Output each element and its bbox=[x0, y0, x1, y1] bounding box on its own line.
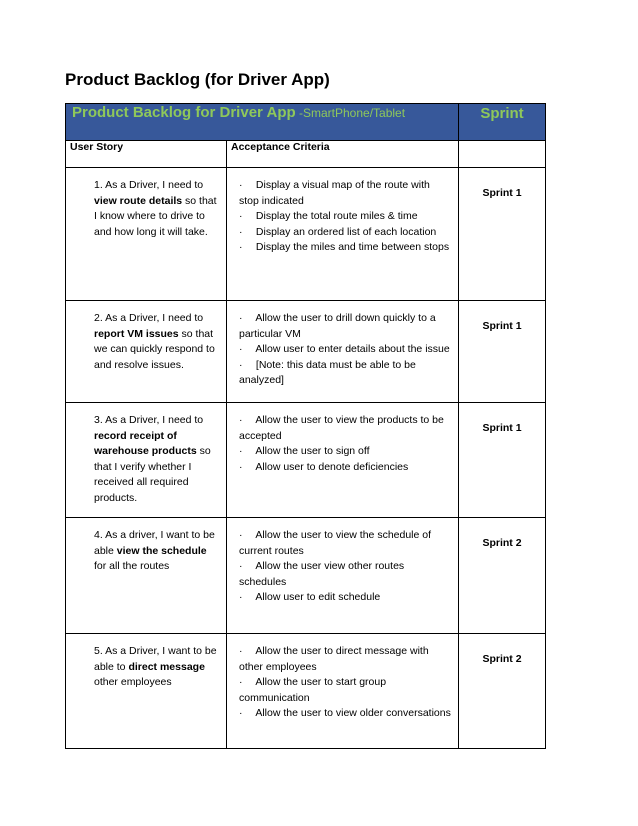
sprint-cell bbox=[459, 168, 546, 301]
column-header-sprint bbox=[459, 141, 546, 168]
acceptance-criteria-cell bbox=[227, 301, 459, 403]
table-header-sprint: Sprint bbox=[459, 104, 546, 141]
criteria-text: Allow the user to sign off bbox=[253, 445, 370, 457]
page-title: Product Backlog (for Driver App) bbox=[65, 70, 330, 89]
criteria-item bbox=[239, 342, 452, 358]
criteria-item bbox=[239, 240, 452, 256]
sprint-cell bbox=[459, 634, 546, 749]
criteria-item bbox=[239, 413, 452, 444]
table-row bbox=[66, 518, 546, 634]
user-story-text: other employees bbox=[94, 676, 172, 688]
criteria-text: Allow the user to drill down quickly to a particular VM bbox=[239, 312, 436, 340]
user-story-text: 3. As a Driver, I need to bbox=[94, 414, 204, 426]
criteria-text: Allow user to denote deficiencies bbox=[253, 460, 409, 473]
table-header-main: Product Backlog for Driver App bbox=[72, 104, 296, 121]
user-story-text: so that I verify whether I received all required products. bbox=[94, 445, 211, 504]
bullet-icon: · bbox=[239, 676, 243, 688]
column-header-acceptance: Acceptance Criteria bbox=[227, 141, 459, 168]
criteria-text: Display a visual map of the route with stop indicated bbox=[239, 179, 430, 207]
table-row bbox=[66, 403, 546, 518]
criteria-text: Allow the user to direct message with other employees bbox=[239, 645, 429, 673]
column-header-user-story: User Story bbox=[66, 141, 227, 168]
criteria-text: Allow the user to start group communication bbox=[239, 676, 387, 704]
criteria-item bbox=[239, 590, 452, 606]
user-story-cell bbox=[66, 518, 227, 634]
backlog-table bbox=[65, 103, 546, 749]
bullet-icon: · bbox=[239, 312, 243, 324]
user-story-feature: record receipt of warehouse products bbox=[94, 429, 197, 457]
criteria-text: [Note: this data must be able to be analyzed] bbox=[239, 358, 416, 386]
user-story-cell bbox=[66, 168, 227, 301]
bullet-icon: · bbox=[239, 358, 243, 371]
bullet-icon: · bbox=[239, 560, 243, 572]
criteria-item bbox=[239, 706, 452, 722]
bullet-icon: · bbox=[239, 225, 243, 238]
user-story-text: for all the routes bbox=[94, 560, 170, 572]
criteria-item bbox=[239, 178, 452, 209]
bullet-icon: · bbox=[239, 210, 243, 222]
criteria-item bbox=[239, 528, 452, 559]
table-header-title bbox=[66, 104, 459, 141]
table-row bbox=[66, 168, 546, 301]
user-story-text: so that I know where to drive to and how long it will take. bbox=[94, 194, 217, 238]
criteria-item bbox=[239, 311, 452, 342]
sprint-label: Sprint 1 bbox=[482, 320, 522, 332]
table-header-sub: -SmartPhone/Tablet bbox=[295, 106, 406, 120]
user-story-text: 4. As a driver, I want to be able bbox=[94, 529, 215, 557]
bullet-icon: · bbox=[239, 707, 243, 719]
criteria-item bbox=[239, 209, 452, 225]
sprint-cell bbox=[459, 518, 546, 634]
table-header-row bbox=[66, 104, 546, 141]
table-row bbox=[66, 301, 546, 403]
criteria-item bbox=[239, 444, 452, 460]
criteria-text: Allow the user view other routes schedules bbox=[239, 560, 405, 588]
bullet-icon: · bbox=[239, 460, 243, 473]
criteria-text: Allow user to enter details about the issue bbox=[253, 343, 450, 355]
criteria-item bbox=[239, 225, 452, 241]
bullet-icon: · bbox=[239, 179, 243, 191]
criteria-text: Display the miles and time between stops bbox=[253, 241, 450, 253]
sprint-label: Sprint 1 bbox=[482, 422, 522, 434]
bullet-icon: · bbox=[239, 241, 243, 253]
user-story-text: so that we can quickly respond to and resolve issues. bbox=[94, 327, 215, 371]
criteria-text: Allow the user to view the products to be accepted bbox=[239, 414, 444, 442]
acceptance-criteria-cell bbox=[227, 403, 459, 518]
user-story-text: 2. As a Driver, I need to bbox=[94, 312, 204, 324]
criteria-text: Display the total route miles & time bbox=[253, 210, 418, 222]
bullet-icon: · bbox=[239, 445, 243, 457]
bullet-icon: · bbox=[239, 645, 243, 657]
criteria-item bbox=[239, 559, 452, 590]
criteria-item bbox=[239, 358, 452, 389]
acceptance-criteria-cell bbox=[227, 634, 459, 749]
sprint-label: Sprint 2 bbox=[482, 653, 522, 665]
criteria-text: Allow user to edit schedule bbox=[253, 591, 381, 603]
criteria-text: Display an ordered list of each location bbox=[253, 225, 437, 238]
user-story-feature: report VM issues bbox=[94, 327, 179, 340]
sprint-cell bbox=[459, 301, 546, 403]
bullet-icon: · bbox=[239, 529, 243, 541]
bullet-icon: · bbox=[239, 591, 243, 603]
acceptance-criteria-cell bbox=[227, 518, 459, 634]
user-story-feature: direct message bbox=[128, 660, 205, 673]
user-story-feature: view the schedule bbox=[116, 544, 207, 557]
sprint-cell bbox=[459, 403, 546, 518]
criteria-item bbox=[239, 675, 452, 706]
user-story-feature: view route details bbox=[94, 194, 183, 207]
table-row bbox=[66, 634, 546, 749]
acceptance-criteria-cell bbox=[227, 168, 459, 301]
criteria-item bbox=[239, 460, 452, 476]
user-story-cell bbox=[66, 403, 227, 518]
user-story-text: 5. As a Driver, I want to be able to bbox=[94, 645, 217, 673]
criteria-text: Allow the user to view the schedule of current routes bbox=[239, 529, 432, 557]
criteria-item bbox=[239, 644, 452, 675]
bullet-icon: · bbox=[239, 343, 243, 355]
user-story-cell bbox=[66, 301, 227, 403]
criteria-text: Allow the user to view older conversations bbox=[253, 707, 451, 719]
user-story-cell bbox=[66, 634, 227, 749]
sprint-label: Sprint 2 bbox=[482, 537, 522, 549]
column-header-row bbox=[66, 141, 546, 168]
bullet-icon: · bbox=[239, 414, 243, 426]
user-story-text: 1. As a Driver, I need to bbox=[94, 179, 204, 191]
sprint-label: Sprint 1 bbox=[482, 187, 522, 199]
